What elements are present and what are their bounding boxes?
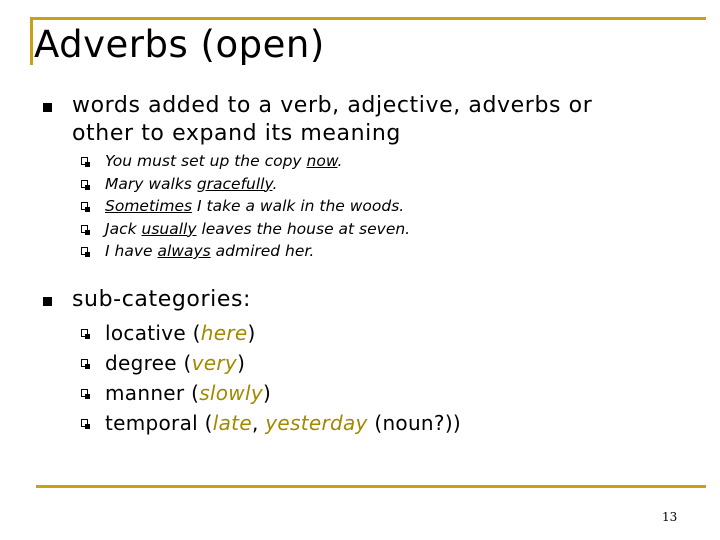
- subcategory-item: temporal (late, yesterday (noun?)): [105, 411, 462, 435]
- adverb-word: now: [306, 152, 338, 170]
- example-sentence: I have always admired her.: [105, 242, 315, 260]
- example-sentence: You must set up the copy now.: [105, 152, 343, 170]
- definition-line-1: words added to a verb, adjective, adverbs or: [72, 93, 593, 118]
- example-sentence: Jack usually leaves the house at seven.: [105, 219, 411, 238]
- checkbox-bullet-icon: [81, 157, 88, 165]
- adverb-word: gracefully: [196, 174, 273, 193]
- adverb-word: usually: [141, 219, 197, 238]
- example-sentence: Mary walks gracefully.: [105, 174, 278, 193]
- checkbox-bullet-icon: [81, 419, 88, 427]
- subcategory-item: degree (very): [105, 351, 246, 375]
- definition-line-2: other to expand its meaning: [72, 121, 402, 146]
- subcategory-item: manner (slowly): [105, 381, 272, 405]
- checkbox-bullet-icon: [81, 329, 88, 337]
- top-rule: [30, 17, 706, 20]
- checkbox-bullet-icon: [81, 180, 88, 188]
- bottom-rule: [36, 485, 706, 488]
- slide-title: Adverbs (open): [34, 23, 325, 66]
- example-sentence: Sometimes I take a walk in the woods.: [105, 197, 405, 215]
- page-number: 13: [662, 510, 678, 524]
- example-adverb: very: [191, 351, 238, 375]
- left-rule: [30, 17, 33, 65]
- adverb-word: always: [157, 242, 211, 260]
- example-adverb: late: [212, 411, 252, 435]
- bullet-square-icon: [43, 103, 52, 112]
- checkbox-bullet-icon: [81, 247, 88, 255]
- example-adverb: here: [200, 321, 248, 345]
- subcategories-heading: sub-categories:: [72, 287, 252, 312]
- subcategory-item: locative (here): [105, 321, 256, 345]
- checkbox-bullet-icon: [81, 359, 88, 367]
- adverb-word: Sometimes: [105, 197, 193, 215]
- bullet-square-icon: [43, 297, 52, 306]
- example-adverb: slowly: [199, 381, 263, 405]
- checkbox-bullet-icon: [81, 202, 88, 210]
- example-adverb: yesterday: [265, 411, 368, 435]
- checkbox-bullet-icon: [81, 225, 88, 233]
- checkbox-bullet-icon: [81, 389, 88, 397]
